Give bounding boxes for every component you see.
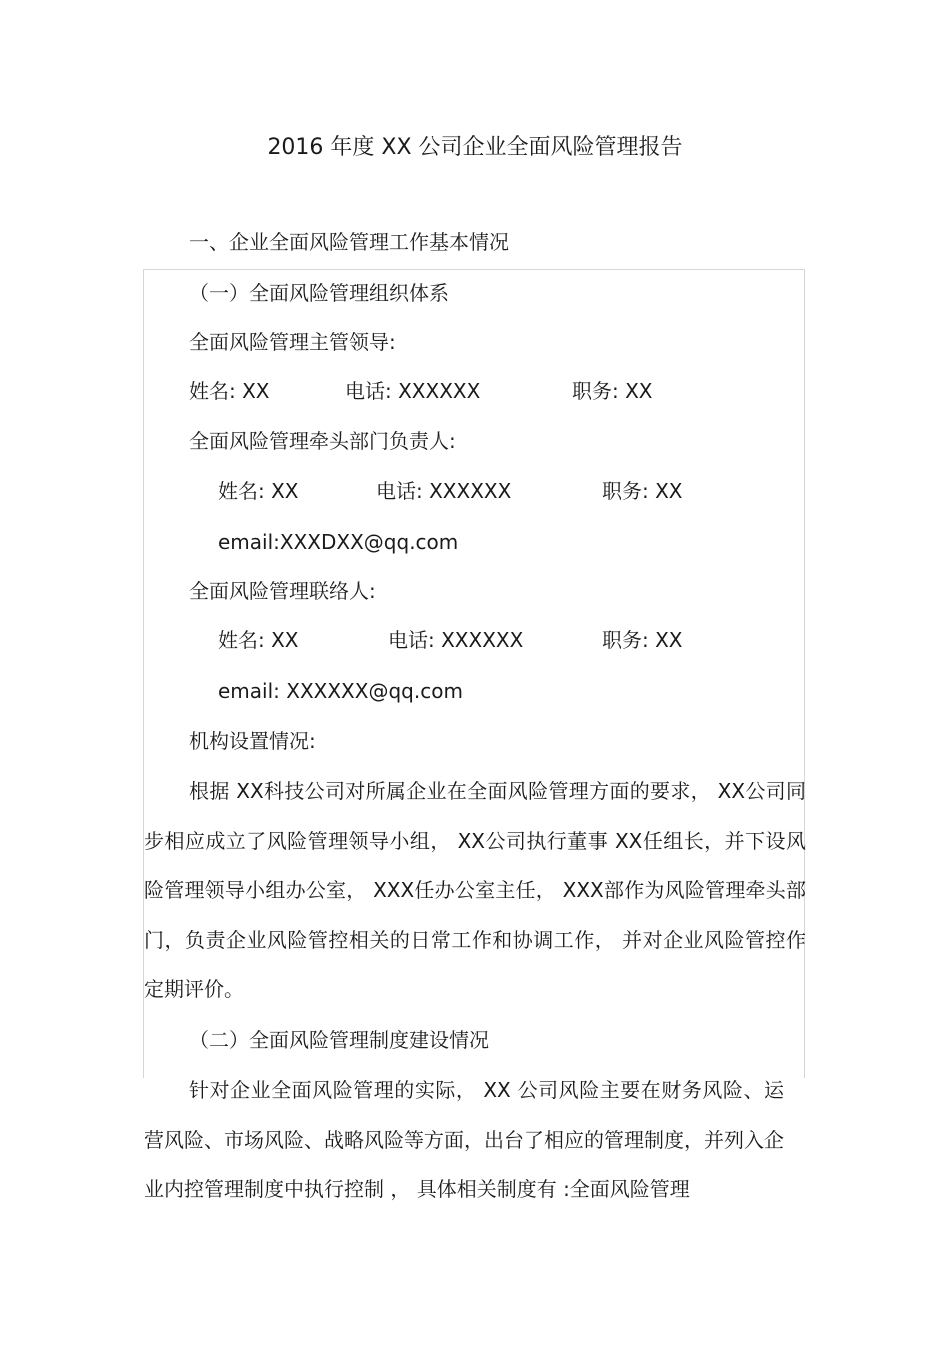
section-heading-1: 一、企业全面风险管理工作基本情况 <box>189 230 509 254</box>
subsection-heading-2: （二）全面风险管理制度建设情况 <box>189 1028 489 1052</box>
document-title: 2016 年度 XX 公司企业全面风险管理报告 <box>267 135 683 160</box>
contact-post: 职务: XX <box>602 628 683 652</box>
lead-dept-heading: 全面风险管理牵头部门负责人: <box>189 429 456 453</box>
leader-phone: 电话: XXXXXX <box>345 379 481 403</box>
contact-phone: 电话: XXXXXX <box>388 628 524 652</box>
leader-name: 姓名: XX <box>189 379 270 403</box>
lead-dept-name: 姓名: XX <box>218 479 299 503</box>
contact-name: 姓名: XX <box>218 628 299 652</box>
org-heading: 机构设置情况: <box>189 729 316 753</box>
contact-email: email: XXXXXX@qq.com <box>218 679 463 703</box>
leader-heading: 全面风险管理主管领导: <box>189 330 396 354</box>
org-paragraph: 根据 XX科技公司对所属企业在全面风险管理方面的要求， XX公司同步相应成立了风险管理领导小组， XX公司执行董事 XX任组长，并下设风险管理领导小组办公室， XXX任办公室主任， XXX部作为风险管理牵头部门，负责企业风险管控相关的日常工作和协调工作， 并对企业风险管控作定期评价。 <box>144 779 806 1001</box>
lead-dept-post: 职务: XX <box>602 479 683 503</box>
lead-dept-phone: 电话: XXXXXX <box>376 479 512 503</box>
subsection-heading-1: （一）全面风险管理组织体系 <box>189 281 449 305</box>
contact-heading: 全面风险管理联络人: <box>189 579 376 603</box>
lead-dept-email: email:XXXDXX@qq.com <box>218 530 459 554</box>
leader-post: 职务: XX <box>572 379 653 403</box>
system-paragraph: 针对企业全面风险管理的实际， XX 公司风险主要在财务风险、运营风险、市场风险、战略风险等方面，出台了相应的管理制度，并列入企业内控管理制度中执行控制 ， 具体相关制度有 :全面风险管理 <box>144 1078 784 1201</box>
